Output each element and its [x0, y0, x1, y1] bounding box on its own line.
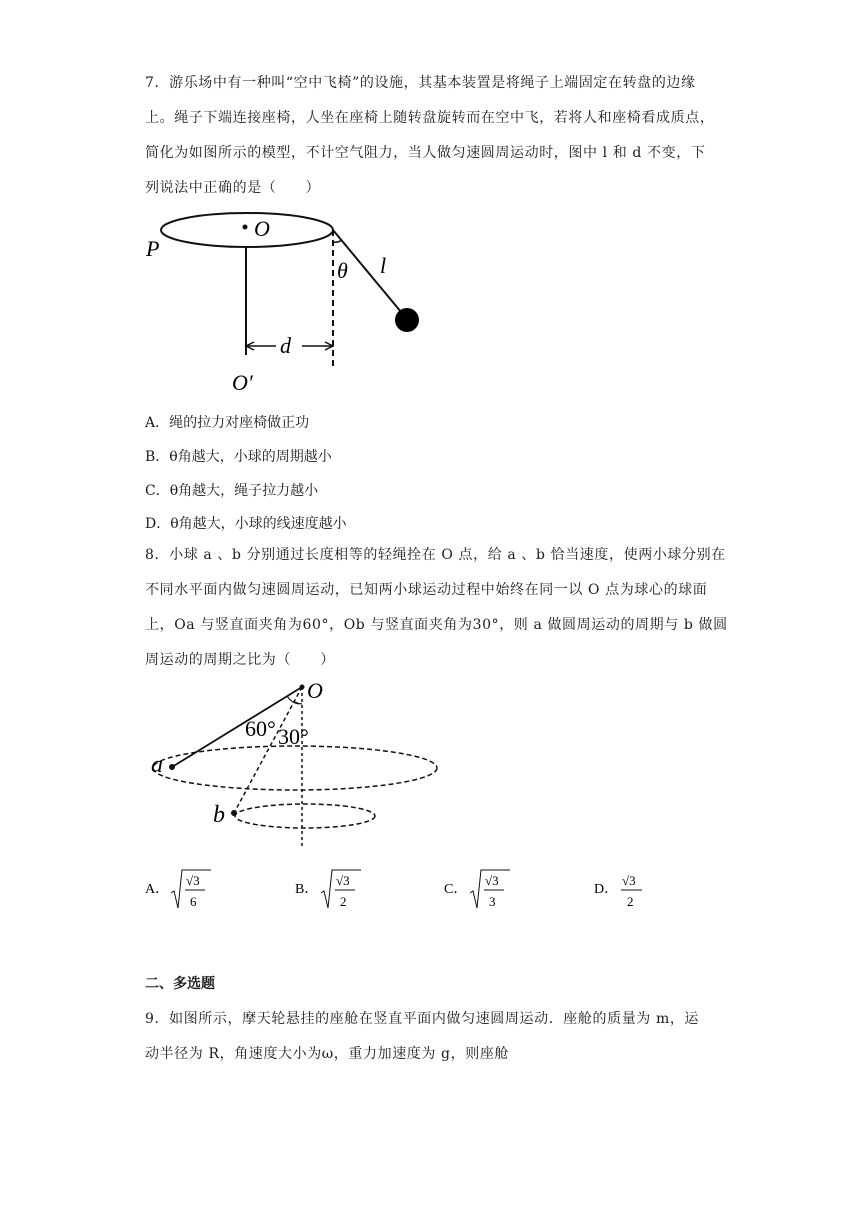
q7-line: 列说法中正确的是（ ）: [145, 180, 321, 196]
q8-option-d: [594, 866, 654, 920]
q8-option-c: [444, 866, 514, 920]
q8-line: 不同水平面内做匀速圆周运动，已知两小球运动过程中始终在同一以 O 点为球心的球面: [145, 582, 708, 598]
string-Ob: [234, 687, 302, 813]
q7-option-c: C．θ角越大，绳子拉力越小: [145, 483, 319, 499]
label-O-prime: O′: [232, 370, 253, 395]
label-a: a: [151, 752, 163, 778]
q7-stem: [145, 66, 720, 206]
q7-line: 简化为如图所示的模型，不计空气阻力，当人做匀速圆周运动时，图中 l 和 d 不变，下: [145, 145, 706, 161]
q7-figure: [140, 200, 440, 400]
q7-line: 上。绳子下端连接座椅，人坐在座椅上随转盘旋转而在空中飞，若将人和座椅看成质点，: [145, 110, 715, 126]
label-P: P: [146, 236, 160, 261]
numerator: √3: [336, 873, 350, 888]
q9-line: 9．如图所示，摩天轮悬挂的座舱在竖直平面内做匀速圆周运动．座舱的质量为 m，运: [145, 1011, 700, 1027]
denominator: 6: [190, 894, 197, 909]
label-60: 60°: [245, 716, 276, 741]
numerator: √3: [622, 873, 636, 888]
q8-stem: [145, 538, 728, 678]
q8-line: 8．小球 a 、b 分别通过长度相等的轻绳拴在 O 点，给 a 、b 恰当速度，使两小球分别在: [145, 547, 726, 563]
turntable-disk: [161, 213, 333, 247]
q9-stem: [145, 1002, 720, 1072]
q7-line: 7．游乐场中有一种叫“空中飞椅”的设施，其基本装置是将绳子上端固定在转盘的边缘: [145, 75, 696, 91]
label-b: b: [213, 802, 225, 828]
q8-figure: [145, 676, 445, 851]
ball-a: [169, 764, 175, 770]
label-30: 30°: [278, 724, 309, 749]
q8-line: 周运动的周期之比为（ ）: [145, 652, 335, 668]
label-theta: θ: [337, 258, 348, 283]
option-letter: C．: [444, 882, 468, 897]
section-heading: 二、多选题: [145, 976, 215, 992]
theta-arc: [333, 240, 342, 242]
ball: [395, 308, 419, 332]
numerator: √3: [186, 873, 200, 888]
q7-option-a: A．绳的拉力对座椅做正功: [145, 415, 310, 431]
q7-option-d: D．θ角越大，小球的线速度越小: [145, 516, 347, 532]
ball-b: [231, 810, 237, 816]
label-d: d: [280, 333, 291, 358]
label-l: l: [380, 253, 387, 278]
option-letter: D．: [594, 882, 619, 897]
q8-option-b: [295, 866, 365, 920]
q9-line: 动半径为 R，角速度大小为ω，重力加速度为 g，则座舱: [145, 1046, 510, 1062]
numerator: √3: [485, 873, 499, 888]
lower-orbit: [235, 804, 375, 828]
q7-option-b: B．θ角越大，小球的周期越小: [145, 449, 332, 465]
q8-option-a: [145, 866, 215, 920]
label-O: O: [307, 678, 323, 703]
denominator: 2: [340, 894, 347, 909]
q8-line: 上，Oa 与竖直面夹角为60°，Ob 与竖直面夹角为30°，则 a 做圆周运动的周期与 b 做圆: [145, 617, 728, 633]
denominator: 3: [489, 894, 496, 909]
option-letter: B．: [295, 882, 319, 897]
option-letter: A．: [145, 882, 170, 897]
label-O: O: [254, 216, 270, 241]
center-dot: [243, 225, 248, 230]
denominator: 2: [627, 894, 634, 909]
